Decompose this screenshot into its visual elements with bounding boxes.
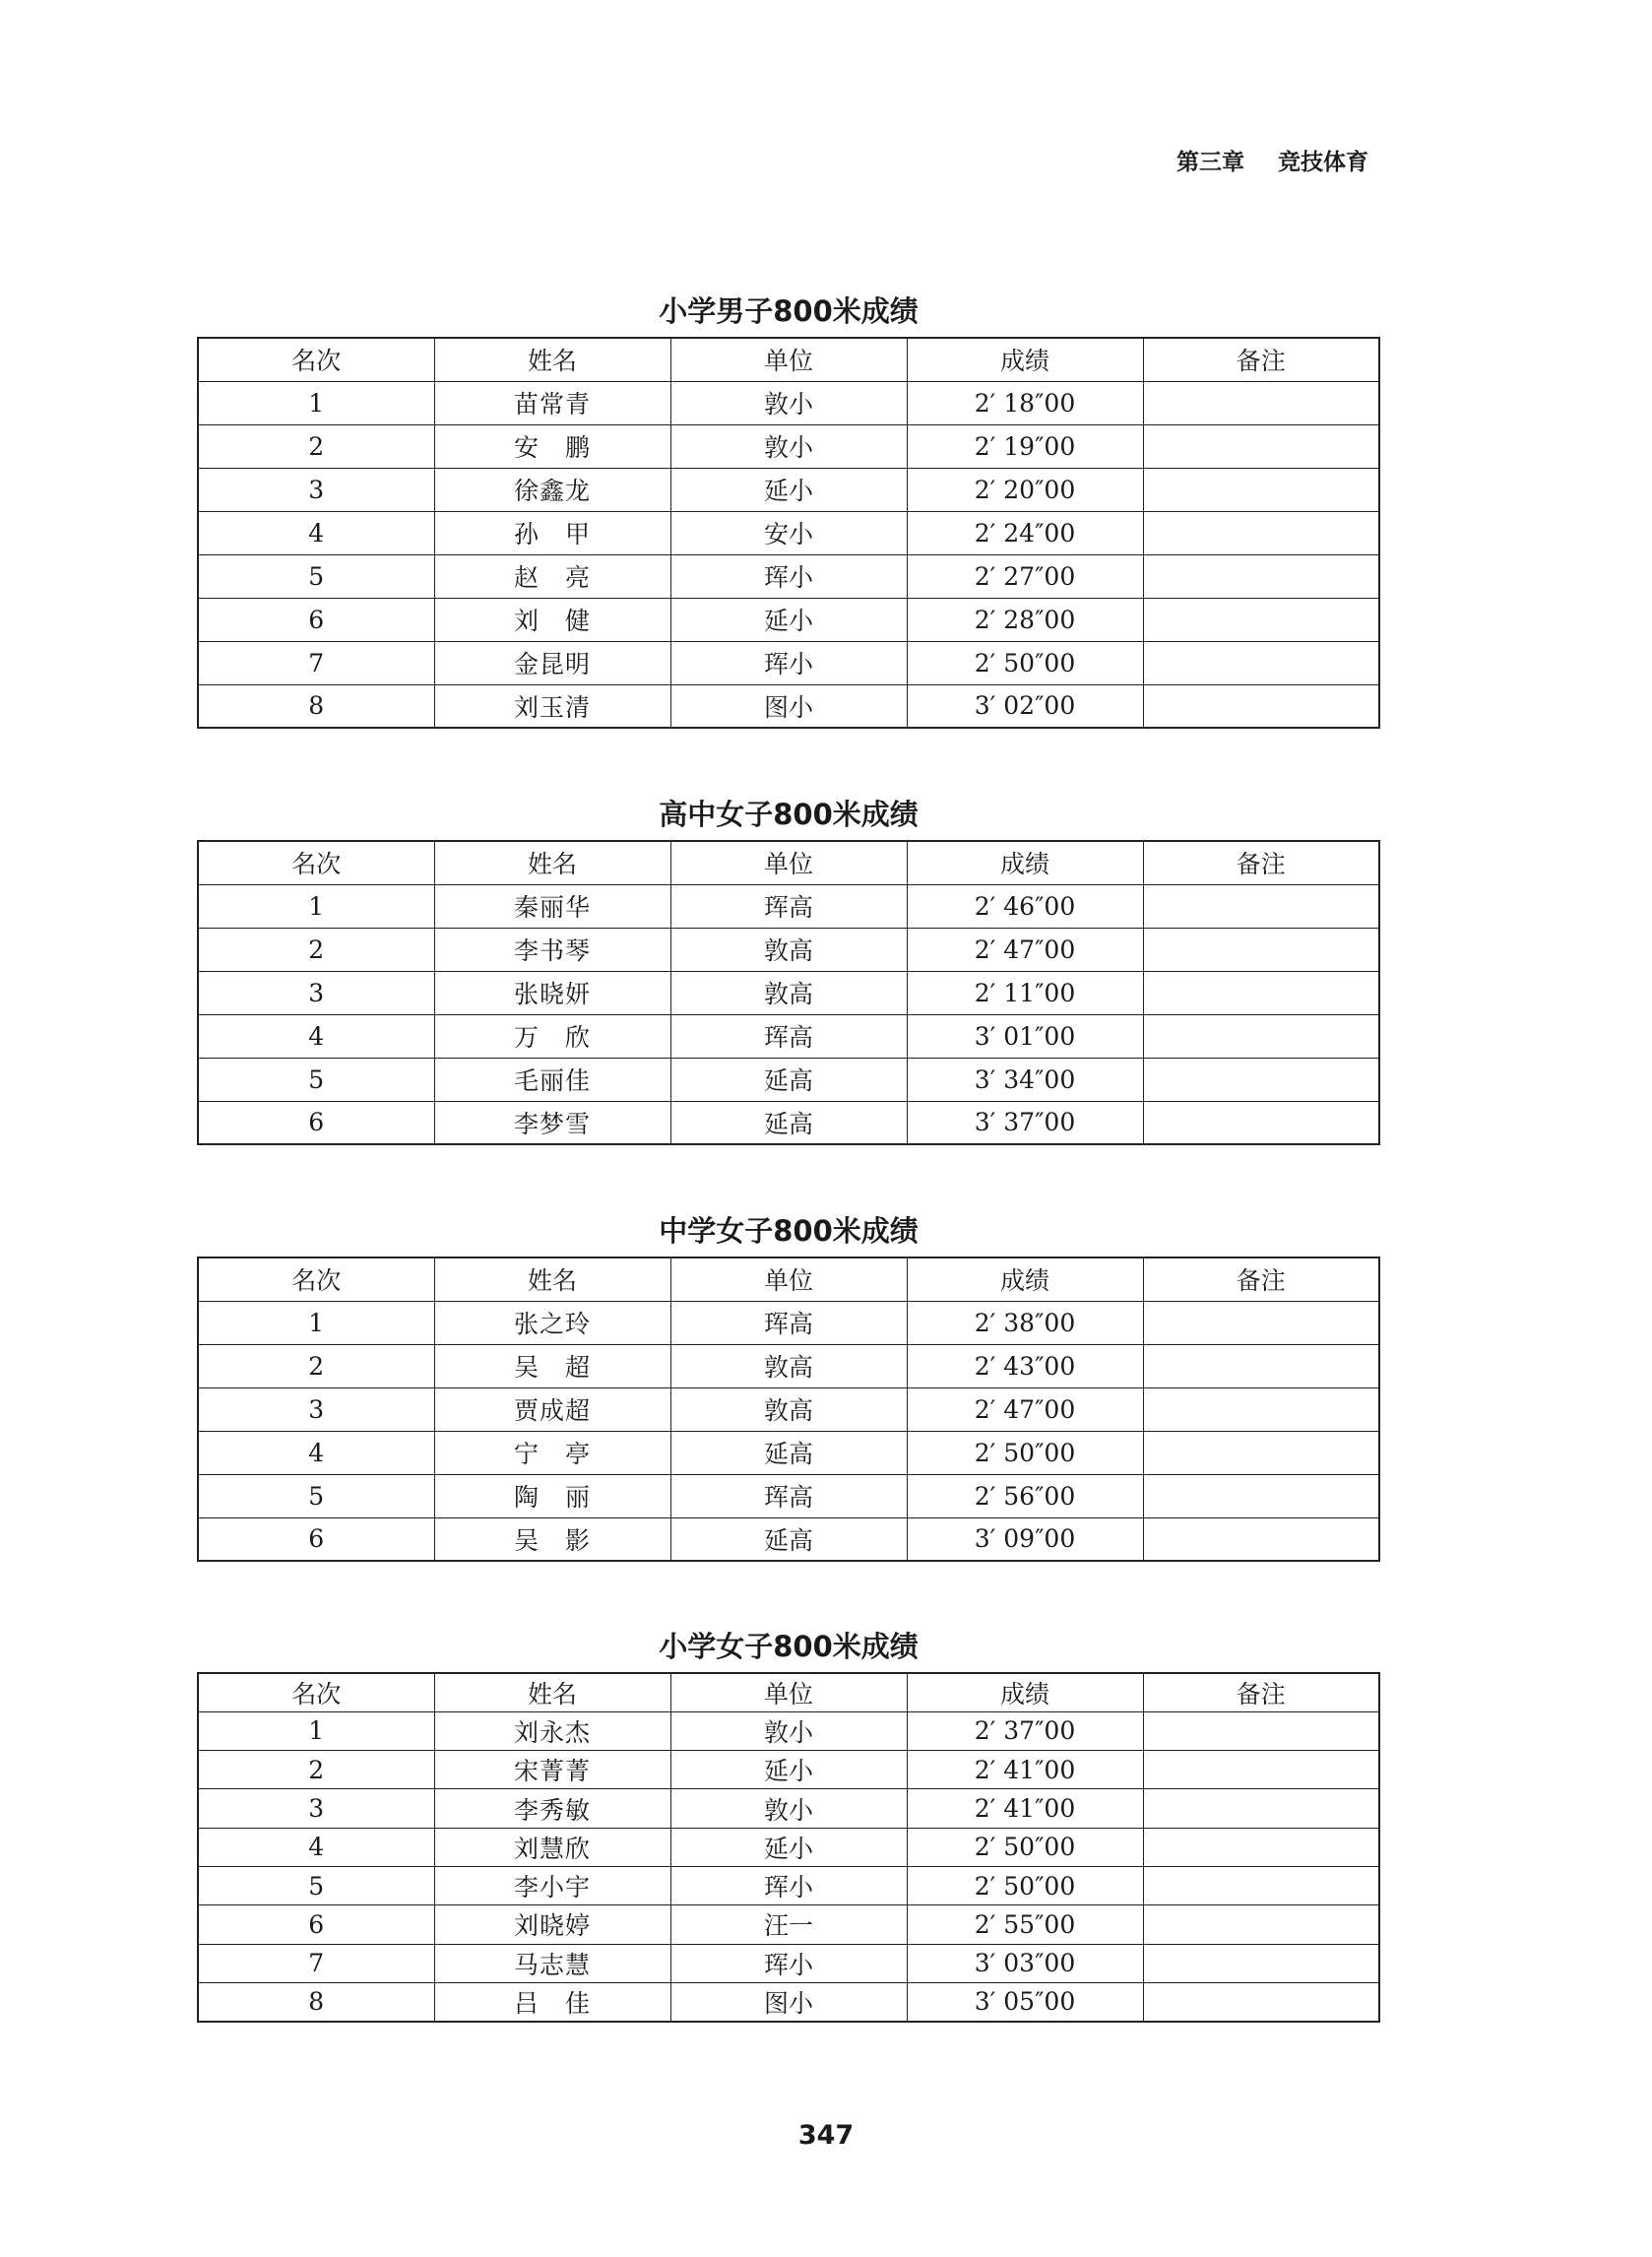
cell-rank: 2 <box>198 424 434 468</box>
table-row <box>198 1789 1379 1828</box>
cell-name: 赵 亮 <box>434 554 670 598</box>
cell-unit: 敦小 <box>670 1789 907 1828</box>
cell-rank: 1 <box>198 884 434 928</box>
cell-name: 安 鹏 <box>434 424 670 468</box>
cell-score: 3′ 05″00 <box>907 1982 1143 2021</box>
cell-unit: 敦高 <box>670 1387 907 1431</box>
table-row <box>198 1474 1379 1517</box>
table-row <box>198 1387 1379 1431</box>
column-header: 单位 <box>670 338 907 381</box>
cell-score: 2′ 47″00 <box>907 928 1143 971</box>
results-section <box>197 1211 1380 1562</box>
cell-note <box>1143 381 1379 424</box>
cell-note <box>1143 971 1379 1014</box>
cell-name: 贾成超 <box>434 1387 670 1431</box>
cell-score: 3′ 34″00 <box>907 1058 1143 1101</box>
table-row <box>198 1101 1379 1144</box>
cell-name: 宋菁菁 <box>434 1751 670 1789</box>
cell-unit: 珲高 <box>670 884 907 928</box>
cell-note <box>1143 1982 1379 2021</box>
cell-note <box>1143 1301 1379 1344</box>
cell-score: 2′ 24″00 <box>907 511 1143 554</box>
cell-note <box>1143 1387 1379 1431</box>
cell-rank: 3 <box>198 1387 434 1431</box>
cell-note <box>1143 1517 1379 1561</box>
cell-score: 2′ 11″00 <box>907 971 1143 1014</box>
cell-unit: 敦小 <box>670 1711 907 1750</box>
table-row <box>198 1058 1379 1101</box>
cell-unit: 珲高 <box>670 1301 907 1344</box>
cell-name: 马志慧 <box>434 1944 670 1982</box>
cell-name: 张晓妍 <box>434 971 670 1014</box>
cell-rank: 5 <box>198 1474 434 1517</box>
header-row <box>198 338 1379 381</box>
cell-rank: 6 <box>198 1101 434 1144</box>
cell-note <box>1143 1828 1379 1866</box>
cell-score: 2′ 38″00 <box>907 1301 1143 1344</box>
cell-note <box>1143 1789 1379 1828</box>
column-header: 姓名 <box>434 1257 670 1301</box>
cell-score: 2′ 19″00 <box>907 424 1143 468</box>
column-header: 名次 <box>198 841 434 884</box>
table-row <box>198 554 1379 598</box>
cell-unit: 敦高 <box>670 1344 907 1387</box>
cell-unit: 珲高 <box>670 1474 907 1517</box>
cell-note <box>1143 1058 1379 1101</box>
table-row <box>198 1711 1379 1750</box>
cell-score: 2′ 18″00 <box>907 381 1143 424</box>
header-row <box>198 1673 1379 1711</box>
cell-rank: 1 <box>198 381 434 424</box>
table-row <box>198 468 1379 511</box>
table-row <box>198 424 1379 468</box>
cell-rank: 7 <box>198 1944 434 1982</box>
cell-score: 2′ 37″00 <box>907 1711 1143 1750</box>
cell-unit: 图小 <box>670 1982 907 2021</box>
table-row <box>198 1344 1379 1387</box>
column-header: 名次 <box>198 1673 434 1711</box>
cell-name: 刘玉清 <box>434 684 670 728</box>
column-header: 单位 <box>670 841 907 884</box>
cell-name: 金昆明 <box>434 641 670 684</box>
cell-unit: 延高 <box>670 1431 907 1474</box>
cell-score: 2′ 43″00 <box>907 1344 1143 1387</box>
column-header: 姓名 <box>434 1673 670 1711</box>
cell-name: 徐鑫龙 <box>434 468 670 511</box>
column-header: 备注 <box>1143 1673 1379 1711</box>
cell-rank: 3 <box>198 1789 434 1828</box>
cell-rank: 1 <box>198 1301 434 1344</box>
cell-score: 2′ 50″00 <box>907 1866 1143 1904</box>
table-row <box>198 884 1379 928</box>
column-header: 成绩 <box>907 1673 1143 1711</box>
column-header: 单位 <box>670 1673 907 1711</box>
cell-name: 吴 超 <box>434 1344 670 1387</box>
column-header: 成绩 <box>907 1257 1143 1301</box>
cell-name: 陶 丽 <box>434 1474 670 1517</box>
cell-note <box>1143 1344 1379 1387</box>
table-row <box>198 684 1379 728</box>
cell-score: 2′ 55″00 <box>907 1905 1143 1944</box>
cell-score: 3′ 01″00 <box>907 1014 1143 1058</box>
cell-rank: 6 <box>198 598 434 641</box>
cell-unit: 珲高 <box>670 1014 907 1058</box>
cell-unit: 延高 <box>670 1517 907 1561</box>
cell-score: 2′ 46″00 <box>907 884 1143 928</box>
header-row <box>198 841 1379 884</box>
column-header: 名次 <box>198 338 434 381</box>
header-row <box>198 1257 1379 1301</box>
cell-unit: 延高 <box>670 1058 907 1101</box>
cell-note <box>1143 424 1379 468</box>
cell-unit: 珲小 <box>670 554 907 598</box>
cell-rank: 2 <box>198 928 434 971</box>
table-row <box>198 1014 1379 1058</box>
cell-score: 2′ 50″00 <box>907 1431 1143 1474</box>
cell-score: 3′ 02″00 <box>907 684 1143 728</box>
table-row <box>198 928 1379 971</box>
cell-name: 李书琴 <box>434 928 670 971</box>
results-section <box>197 291 1380 729</box>
cell-note <box>1143 1431 1379 1474</box>
results-section <box>197 795 1380 1145</box>
cell-unit: 敦高 <box>670 971 907 1014</box>
cell-note <box>1143 1866 1379 1904</box>
cell-score: 3′ 37″00 <box>907 1101 1143 1144</box>
cell-rank: 2 <box>198 1344 434 1387</box>
cell-rank: 4 <box>198 511 434 554</box>
column-header: 名次 <box>198 1257 434 1301</box>
cell-score: 3′ 03″00 <box>907 1944 1143 1982</box>
page-number: 347 <box>797 2120 855 2151</box>
cell-unit: 延小 <box>670 1751 907 1789</box>
cell-unit: 汪一 <box>670 1905 907 1944</box>
column-header: 姓名 <box>434 338 670 381</box>
cell-unit: 珲小 <box>670 1944 907 1982</box>
cell-rank: 8 <box>198 684 434 728</box>
table-row <box>198 1301 1379 1344</box>
table-row <box>198 381 1379 424</box>
column-header: 成绩 <box>907 338 1143 381</box>
table-row <box>198 598 1379 641</box>
cell-name: 李秀敏 <box>434 1789 670 1828</box>
cell-note <box>1143 598 1379 641</box>
table-row <box>198 1944 1379 1982</box>
cell-unit: 珲小 <box>670 641 907 684</box>
cell-score: 2′ 56″00 <box>907 1474 1143 1517</box>
table-row <box>198 1517 1379 1561</box>
column-header: 备注 <box>1143 1257 1379 1301</box>
cell-rank: 3 <box>198 468 434 511</box>
cell-unit: 延小 <box>670 598 907 641</box>
cell-rank: 4 <box>198 1431 434 1474</box>
cell-name: 宁 亭 <box>434 1431 670 1474</box>
cell-name: 万 欣 <box>434 1014 670 1058</box>
results-table <box>197 840 1380 1145</box>
column-header: 备注 <box>1143 338 1379 381</box>
cell-rank: 4 <box>198 1828 434 1866</box>
table-row <box>198 1751 1379 1789</box>
cell-score: 2′ 47″00 <box>907 1387 1143 1431</box>
table-row <box>198 641 1379 684</box>
column-header: 姓名 <box>434 841 670 884</box>
cell-name: 吴 影 <box>434 1517 670 1561</box>
section-title: 中学女子800米成绩 <box>659 1214 919 1248</box>
table-row <box>198 1431 1379 1474</box>
chapter-label: 第三章 <box>1176 150 1244 175</box>
cell-unit: 敦小 <box>670 424 907 468</box>
cell-note <box>1143 554 1379 598</box>
table-row <box>198 1828 1379 1866</box>
cell-name: 孙 甲 <box>434 511 670 554</box>
cell-note <box>1143 928 1379 971</box>
cell-name: 李小宇 <box>434 1866 670 1904</box>
cell-rank: 3 <box>198 971 434 1014</box>
cell-name: 李梦雪 <box>434 1101 670 1144</box>
cell-name: 苗常青 <box>434 381 670 424</box>
table-row <box>198 971 1379 1014</box>
cell-score: 2′ 50″00 <box>907 641 1143 684</box>
column-header: 成绩 <box>907 841 1143 884</box>
cell-rank: 5 <box>198 1058 434 1101</box>
table-row <box>198 1982 1379 2021</box>
cell-note <box>1143 468 1379 511</box>
table-row <box>198 511 1379 554</box>
column-header: 单位 <box>670 1257 907 1301</box>
cell-score: 2′ 50″00 <box>907 1828 1143 1866</box>
cell-score: 2′ 41″00 <box>907 1789 1143 1828</box>
cell-note <box>1143 684 1379 728</box>
section-title: 小学男子800米成绩 <box>659 294 919 328</box>
cell-name: 刘晓婷 <box>434 1905 670 1944</box>
results-section <box>197 1627 1380 2023</box>
column-header: 备注 <box>1143 841 1379 884</box>
cell-unit: 敦小 <box>670 381 907 424</box>
cell-unit: 延小 <box>670 468 907 511</box>
cell-unit: 延小 <box>670 1828 907 1866</box>
cell-note <box>1143 1751 1379 1789</box>
cell-unit: 珲小 <box>670 1866 907 1904</box>
cell-name: 秦丽华 <box>434 884 670 928</box>
cell-note <box>1143 1101 1379 1144</box>
section-title: 高中女子800米成绩 <box>659 798 919 831</box>
cell-name: 吕 佳 <box>434 1982 670 2021</box>
cell-score: 2′ 20″00 <box>907 468 1143 511</box>
table-row <box>198 1866 1379 1904</box>
cell-note <box>1143 1474 1379 1517</box>
cell-note <box>1143 884 1379 928</box>
chapter-title: 竞技体育 <box>1278 150 1368 175</box>
cell-rank: 6 <box>198 1905 434 1944</box>
cell-score: 2′ 41″00 <box>907 1751 1143 1789</box>
cell-note <box>1143 1944 1379 1982</box>
cell-unit: 图小 <box>670 684 907 728</box>
results-table <box>197 1672 1380 2023</box>
cell-rank: 8 <box>198 1982 434 2021</box>
cell-note <box>1143 641 1379 684</box>
cell-note <box>1143 1014 1379 1058</box>
section-title: 小学女子800米成绩 <box>659 1630 919 1663</box>
cell-unit: 安小 <box>670 511 907 554</box>
cell-rank: 6 <box>198 1517 434 1561</box>
cell-name: 刘 健 <box>434 598 670 641</box>
cell-score: 2′ 28″00 <box>907 598 1143 641</box>
cell-name: 张之玲 <box>434 1301 670 1344</box>
table-row <box>198 1905 1379 1944</box>
running-head <box>1176 144 1368 176</box>
cell-rank: 5 <box>198 1866 434 1904</box>
cell-rank: 1 <box>198 1711 434 1750</box>
cell-note <box>1143 511 1379 554</box>
cell-name: 毛丽佳 <box>434 1058 670 1101</box>
cell-note <box>1143 1905 1379 1944</box>
cell-name: 刘慧欣 <box>434 1828 670 1866</box>
cell-score: 2′ 27″00 <box>907 554 1143 598</box>
results-table <box>197 337 1380 729</box>
cell-name: 刘永杰 <box>434 1711 670 1750</box>
cell-rank: 5 <box>198 554 434 598</box>
cell-rank: 2 <box>198 1751 434 1789</box>
cell-score: 3′ 09″00 <box>907 1517 1143 1561</box>
results-table <box>197 1257 1380 1562</box>
cell-note <box>1143 1711 1379 1750</box>
cell-rank: 4 <box>198 1014 434 1058</box>
cell-unit: 延高 <box>670 1101 907 1144</box>
cell-unit: 敦高 <box>670 928 907 971</box>
cell-rank: 7 <box>198 641 434 684</box>
